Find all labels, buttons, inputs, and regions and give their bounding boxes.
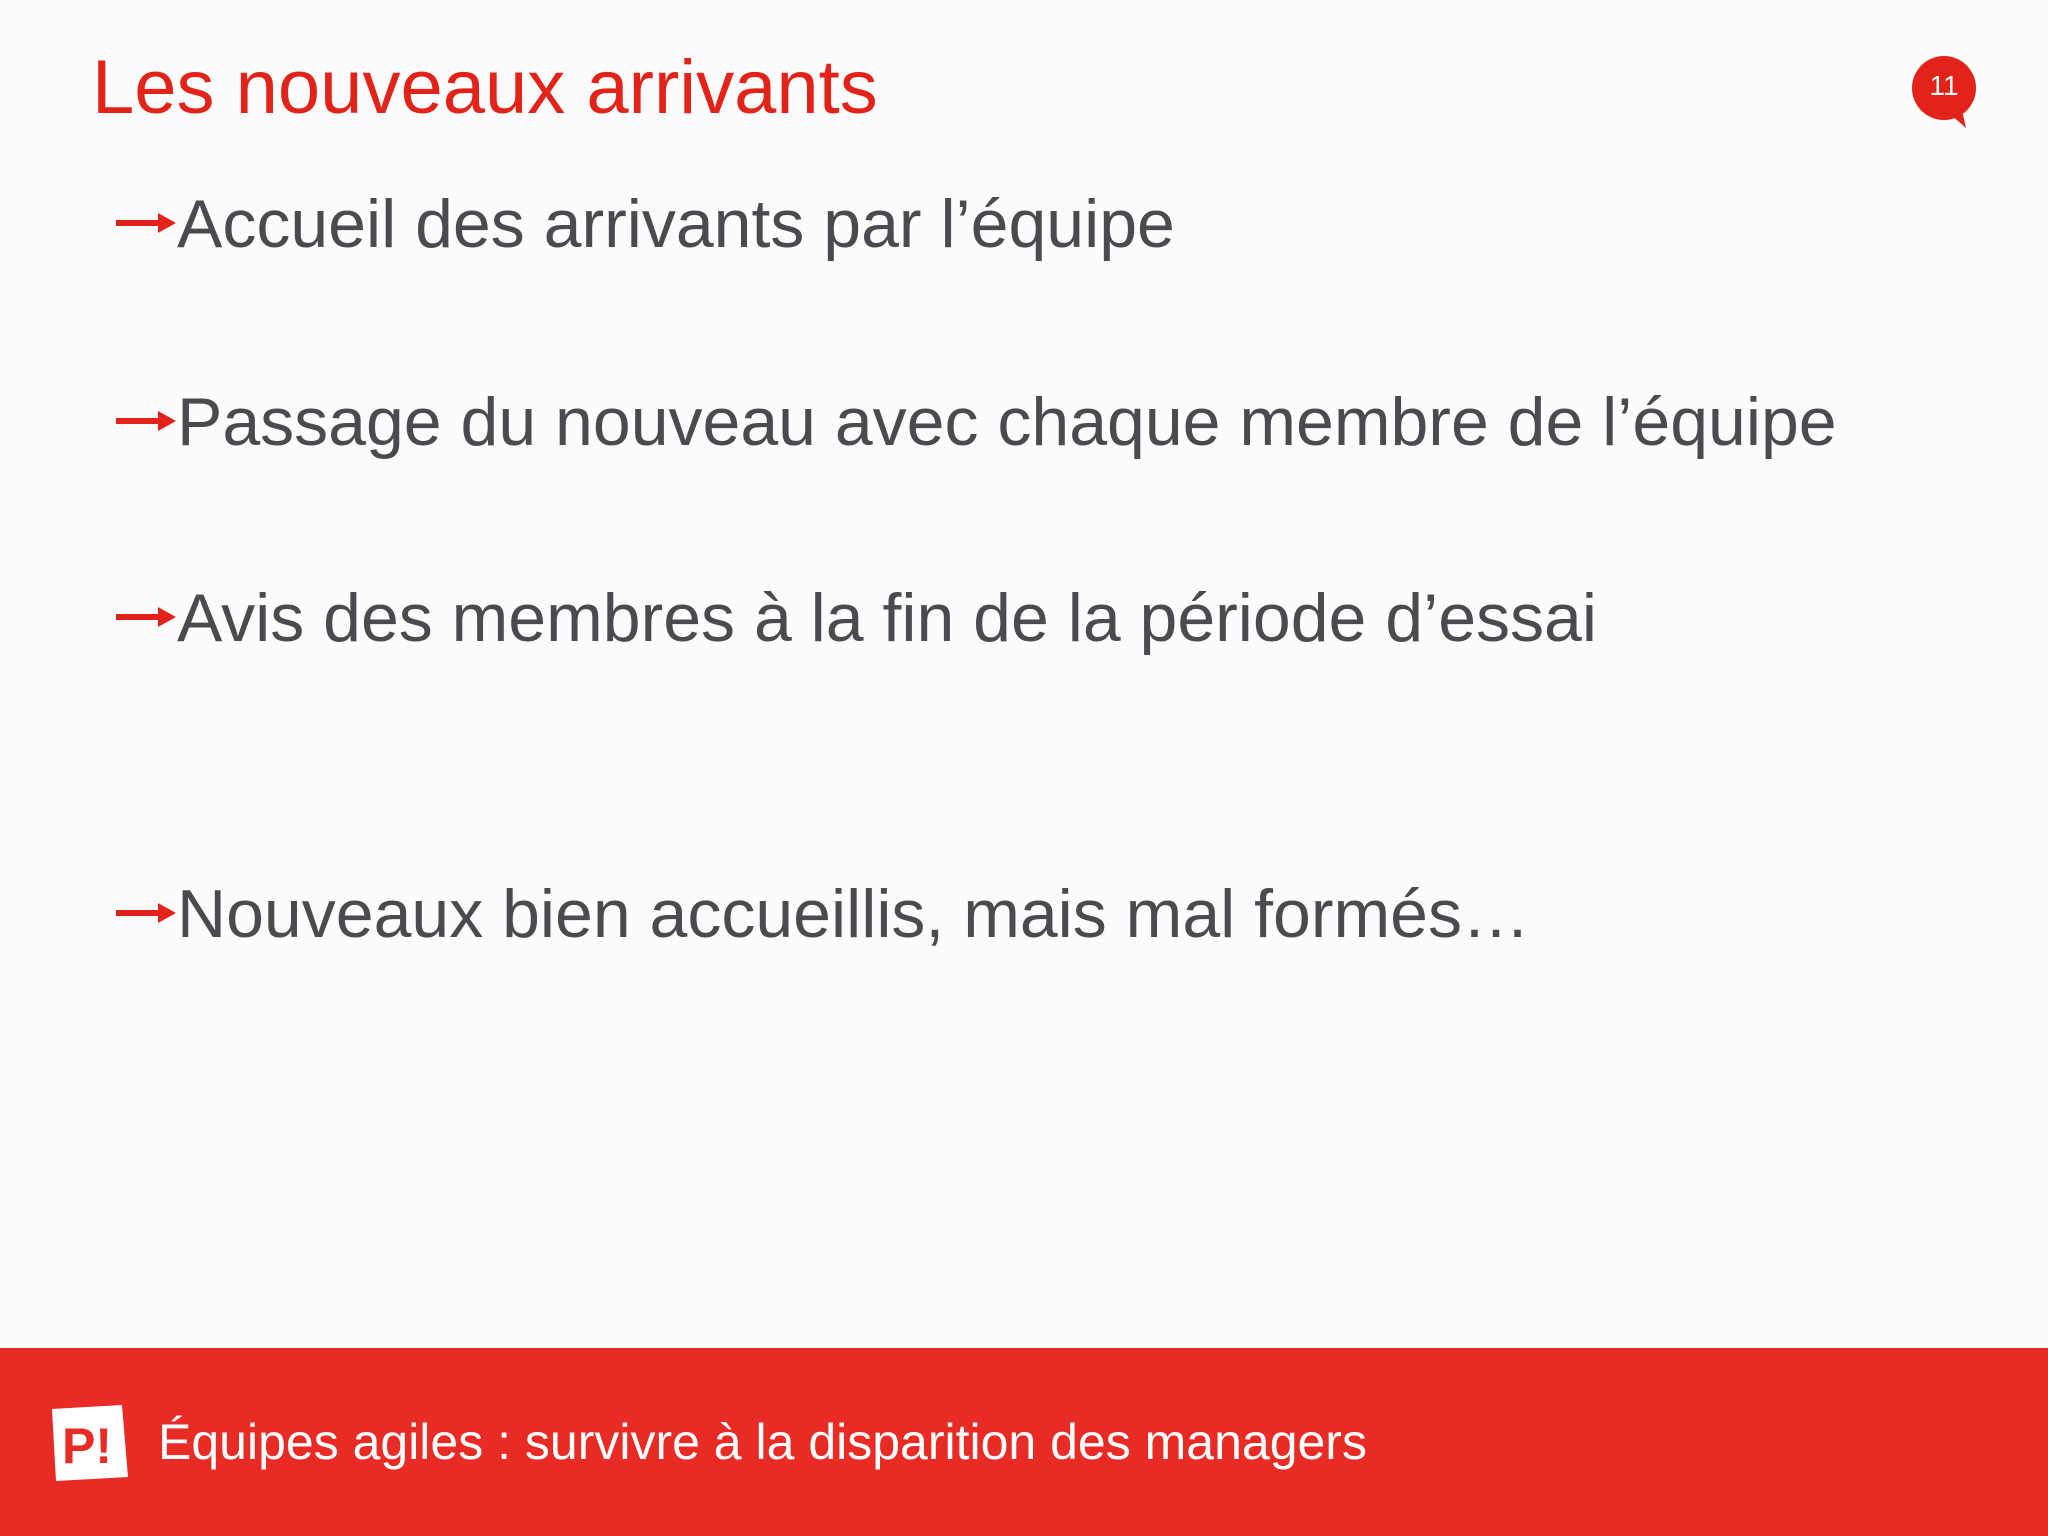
footer-title: Équipes agiles : survivre à la disparition des managers bbox=[158, 1414, 1367, 1470]
bullet-text: Avis des membres à la fin de la période d’essai bbox=[177, 580, 1597, 656]
bullet-text: Accueil des arrivants par l’équipe bbox=[177, 186, 1175, 262]
bullet-text: Nouveaux bien accueillis, mais mal formés… bbox=[177, 876, 1530, 952]
arrow-right-icon bbox=[116, 902, 176, 924]
page-number: 11 bbox=[1929, 70, 1959, 101]
bullet-text: Passage du nouveau avec chaque membre de l’équipe bbox=[177, 384, 1837, 460]
arrow-right-icon bbox=[116, 410, 176, 432]
brand-logo bbox=[48, 1403, 130, 1483]
logo-text: P! bbox=[62, 1418, 112, 1474]
slide-title: Les nouveaux arrivants bbox=[92, 45, 878, 130]
arrow-right-icon bbox=[116, 606, 176, 628]
arrow-right-icon bbox=[116, 212, 176, 234]
footer-bar bbox=[0, 1348, 2048, 1536]
